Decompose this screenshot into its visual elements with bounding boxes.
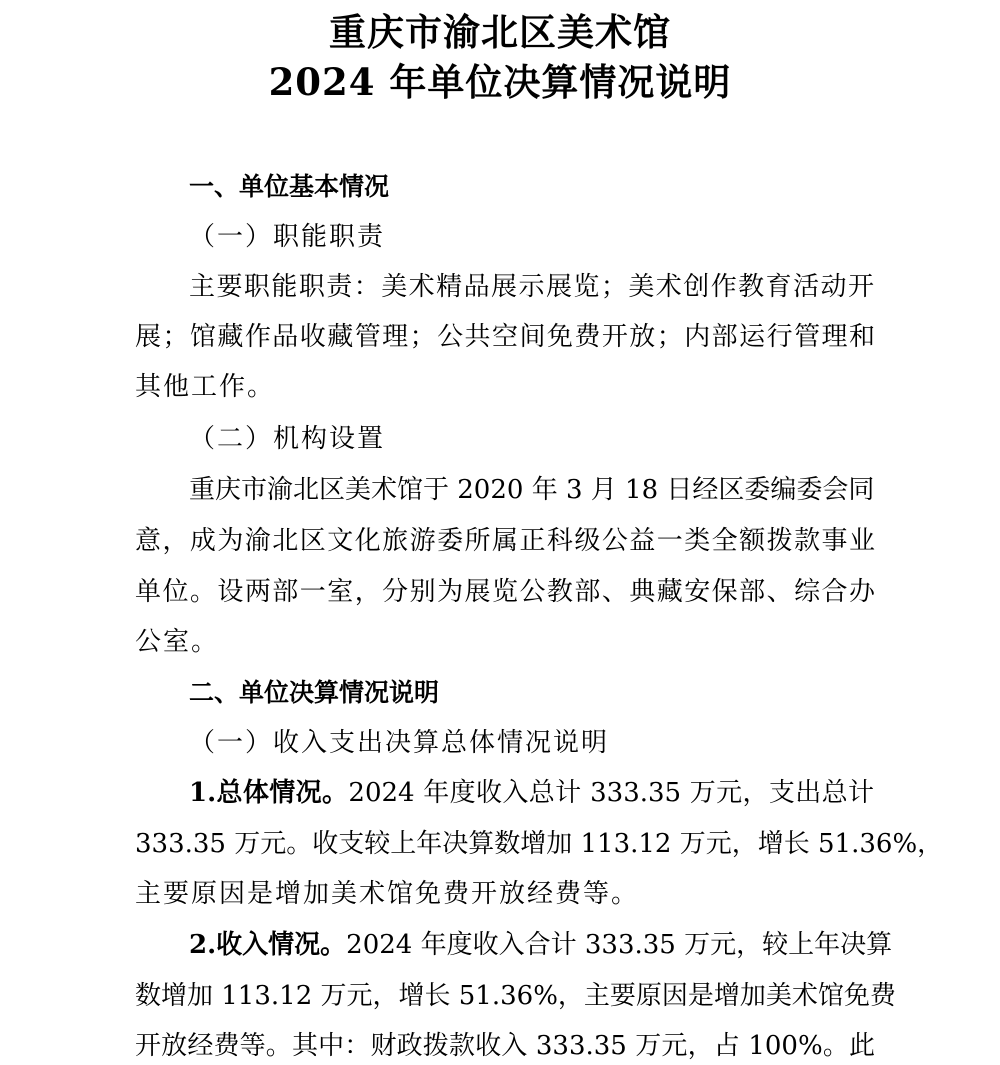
section-2-sub-1-heading: （一）收入支出决算总体情况说明 [189, 728, 610, 758]
paragraph-line: 主要职能职责：美术精品展示展览；美术创作教育活动开 [189, 272, 874, 302]
paragraph-line: 重庆市渝北区美术馆于 2020 年 3 月 18 日经区委编委会同 [189, 475, 875, 505]
paragraph-line: 开放经费等。其中：财政拨款收入 333.35 万元，占 100%。此 [135, 1031, 875, 1061]
document-title-line-2: 2024 年单位决算情况说明 [268, 60, 732, 104]
paragraph-lead: 1.总体情况。 [189, 778, 349, 808]
section-1-sub-2-heading: （二）机构设置 [189, 424, 386, 454]
paragraph-line: 公室。 [135, 627, 220, 657]
paragraph-line: 333.35 万元。收支较上年决算数增加 113.12 万元，增长 51.36%， [135, 829, 944, 859]
paragraph-line [189, 928, 893, 962]
paragraph-lead: 2.收入情况。 [189, 930, 347, 960]
paragraph-line: 其他工作。 [135, 372, 276, 402]
paragraph-line: 单位。设两部一室，分别为展览公教部、典藏安保部、综合办 [135, 577, 875, 607]
document-title-line-1: 重庆市渝北区美术馆 [329, 10, 671, 54]
paragraph-line: 主要原因是增加美术馆免费开放经费等。 [135, 879, 640, 909]
paragraph-line: 意，成为渝北区文化旅游委所属正科级公益一类全额拨款事业 [135, 526, 875, 556]
paragraph-line: 展；馆藏作品收藏管理；公共空间免费开放；内部运行管理和 [135, 322, 875, 352]
paragraph-line [189, 776, 874, 810]
section-2-heading: 二、单位决算情况说明 [189, 678, 440, 707]
paragraph-text: 2024 年度收入合计 333.35 万元，较上年决算 [346, 930, 893, 960]
paragraph-text: 2024 年度收入总计 333.35 万元，支出总计 [348, 778, 874, 808]
section-1-sub-1-heading: （一）职能职责 [189, 222, 386, 252]
section-1-heading: 一、单位基本情况 [189, 172, 390, 201]
paragraph-line: 数增加 113.12 万元，增长 51.36%，主要原因是增加美术馆免费 [135, 981, 896, 1011]
